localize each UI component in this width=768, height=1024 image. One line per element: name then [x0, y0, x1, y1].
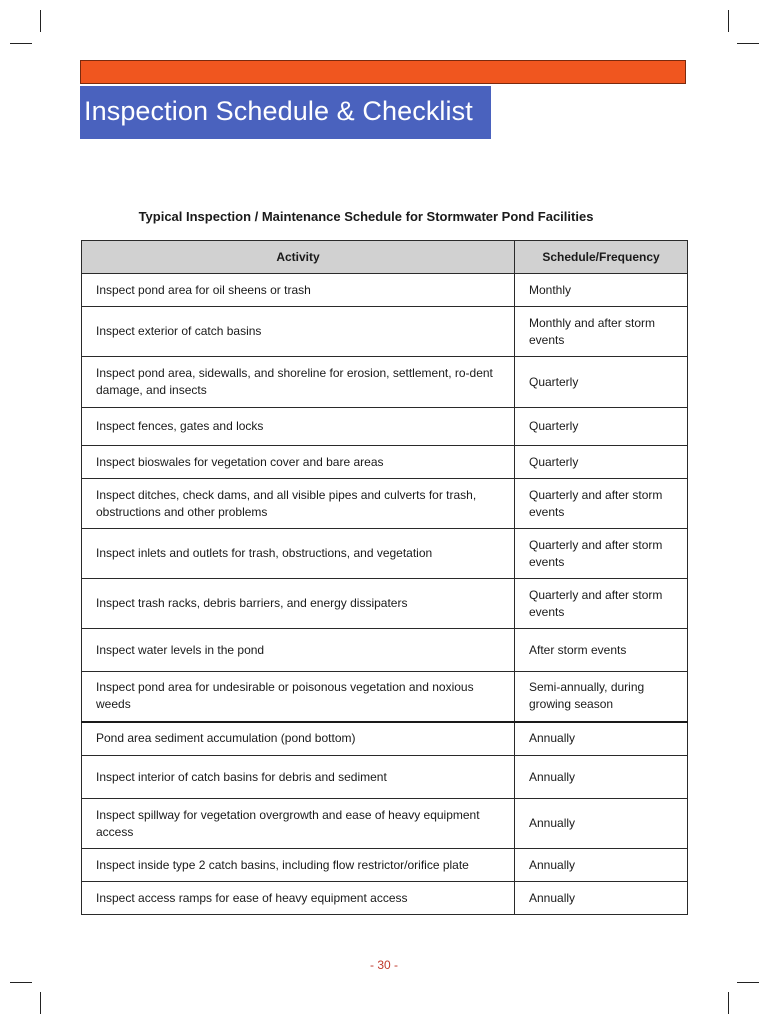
frequency-cell: Quarterly and after storm events: [515, 579, 688, 629]
table-row: [82, 408, 688, 446]
activity-cell: Inspect spillway for vegetation overgrowth and ease of heavy equipment access: [82, 799, 515, 849]
table-header-row: [82, 241, 688, 274]
crop-mark: [728, 992, 729, 1014]
activity-cell: Inspect ditches, check dams, and all visible pipes and culverts for trash, obstructions and other problems: [82, 479, 515, 529]
activity-cell: Inspect pond area, sidewalls, and shoreline for erosion, settlement, ro-dent damage, and insects: [82, 357, 515, 408]
frequency-cell: Quarterly: [515, 446, 688, 479]
crop-mark: [40, 992, 41, 1014]
activity-cell: Inspect pond area for undesirable or poisonous vegetation and noxious weeds: [82, 672, 515, 722]
schedule-table: [81, 240, 688, 915]
table-row: [82, 446, 688, 479]
activity-cell: Inspect inside type 2 catch basins, including flow restrictor/orifice plate: [82, 849, 515, 882]
table-row: [82, 357, 688, 408]
frequency-cell: Monthly: [515, 274, 688, 307]
activity-cell: Inspect bioswales for vegetation cover and bare areas: [82, 446, 515, 479]
table-caption: Typical Inspection / Maintenance Schedule for Stormwater Pond Facilities: [138, 209, 594, 224]
crop-mark: [737, 982, 759, 983]
frequency-cell: Annually: [515, 756, 688, 799]
table-row: [82, 799, 688, 849]
frequency-cell: Annually: [515, 722, 688, 756]
column-header-frequency: Schedule/Frequency: [515, 241, 688, 274]
activity-cell: Inspect pond area for oil sheens or trash: [82, 274, 515, 307]
frequency-cell: Quarterly and after storm events: [515, 529, 688, 579]
frequency-cell: Quarterly and after storm events: [515, 479, 688, 529]
crop-mark: [10, 43, 32, 44]
frequency-cell: After storm events: [515, 629, 688, 672]
activity-cell: Inspect trash racks, debris barriers, and energy dissipaters: [82, 579, 515, 629]
table-row: [82, 629, 688, 672]
activity-cell: Inspect exterior of catch basins: [82, 307, 515, 357]
table-row: [82, 849, 688, 882]
frequency-cell: Quarterly: [515, 357, 688, 408]
activity-cell: Inspect water levels in the pond: [82, 629, 515, 672]
column-header-activity: Activity: [82, 241, 515, 274]
table-row: [82, 274, 688, 307]
crop-mark: [40, 10, 41, 32]
crop-mark: [728, 10, 729, 32]
activity-cell: Inspect fences, gates and locks: [82, 408, 515, 446]
page-number: - 30 -: [369, 958, 398, 972]
table-row: [82, 479, 688, 529]
table-row: [82, 722, 688, 756]
frequency-cell: Semi-annually, during growing season: [515, 672, 688, 722]
page-title: Inspection Schedule & Checklist: [84, 96, 473, 126]
table-row: [82, 307, 688, 357]
frequency-cell: Annually: [515, 882, 688, 915]
table-row: [82, 579, 688, 629]
frequency-cell: Annually: [515, 849, 688, 882]
table-row: [82, 529, 688, 579]
accent-bar: [80, 60, 686, 84]
crop-mark: [737, 43, 759, 44]
activity-cell: Inspect interior of catch basins for debris and sediment: [82, 756, 515, 799]
frequency-cell: Quarterly: [515, 408, 688, 446]
crop-mark: [10, 982, 32, 983]
activity-cell: Inspect access ramps for ease of heavy equipment access: [82, 882, 515, 915]
activity-cell: Pond area sediment accumulation (pond bottom): [82, 722, 515, 756]
table-row: [82, 672, 688, 722]
table-row: [82, 756, 688, 799]
table-row: [82, 882, 688, 915]
frequency-cell: Annually: [515, 799, 688, 849]
activity-cell: Inspect inlets and outlets for trash, obstructions, and vegetation: [82, 529, 515, 579]
title-band: [80, 86, 491, 139]
frequency-cell: Monthly and after storm events: [515, 307, 688, 357]
